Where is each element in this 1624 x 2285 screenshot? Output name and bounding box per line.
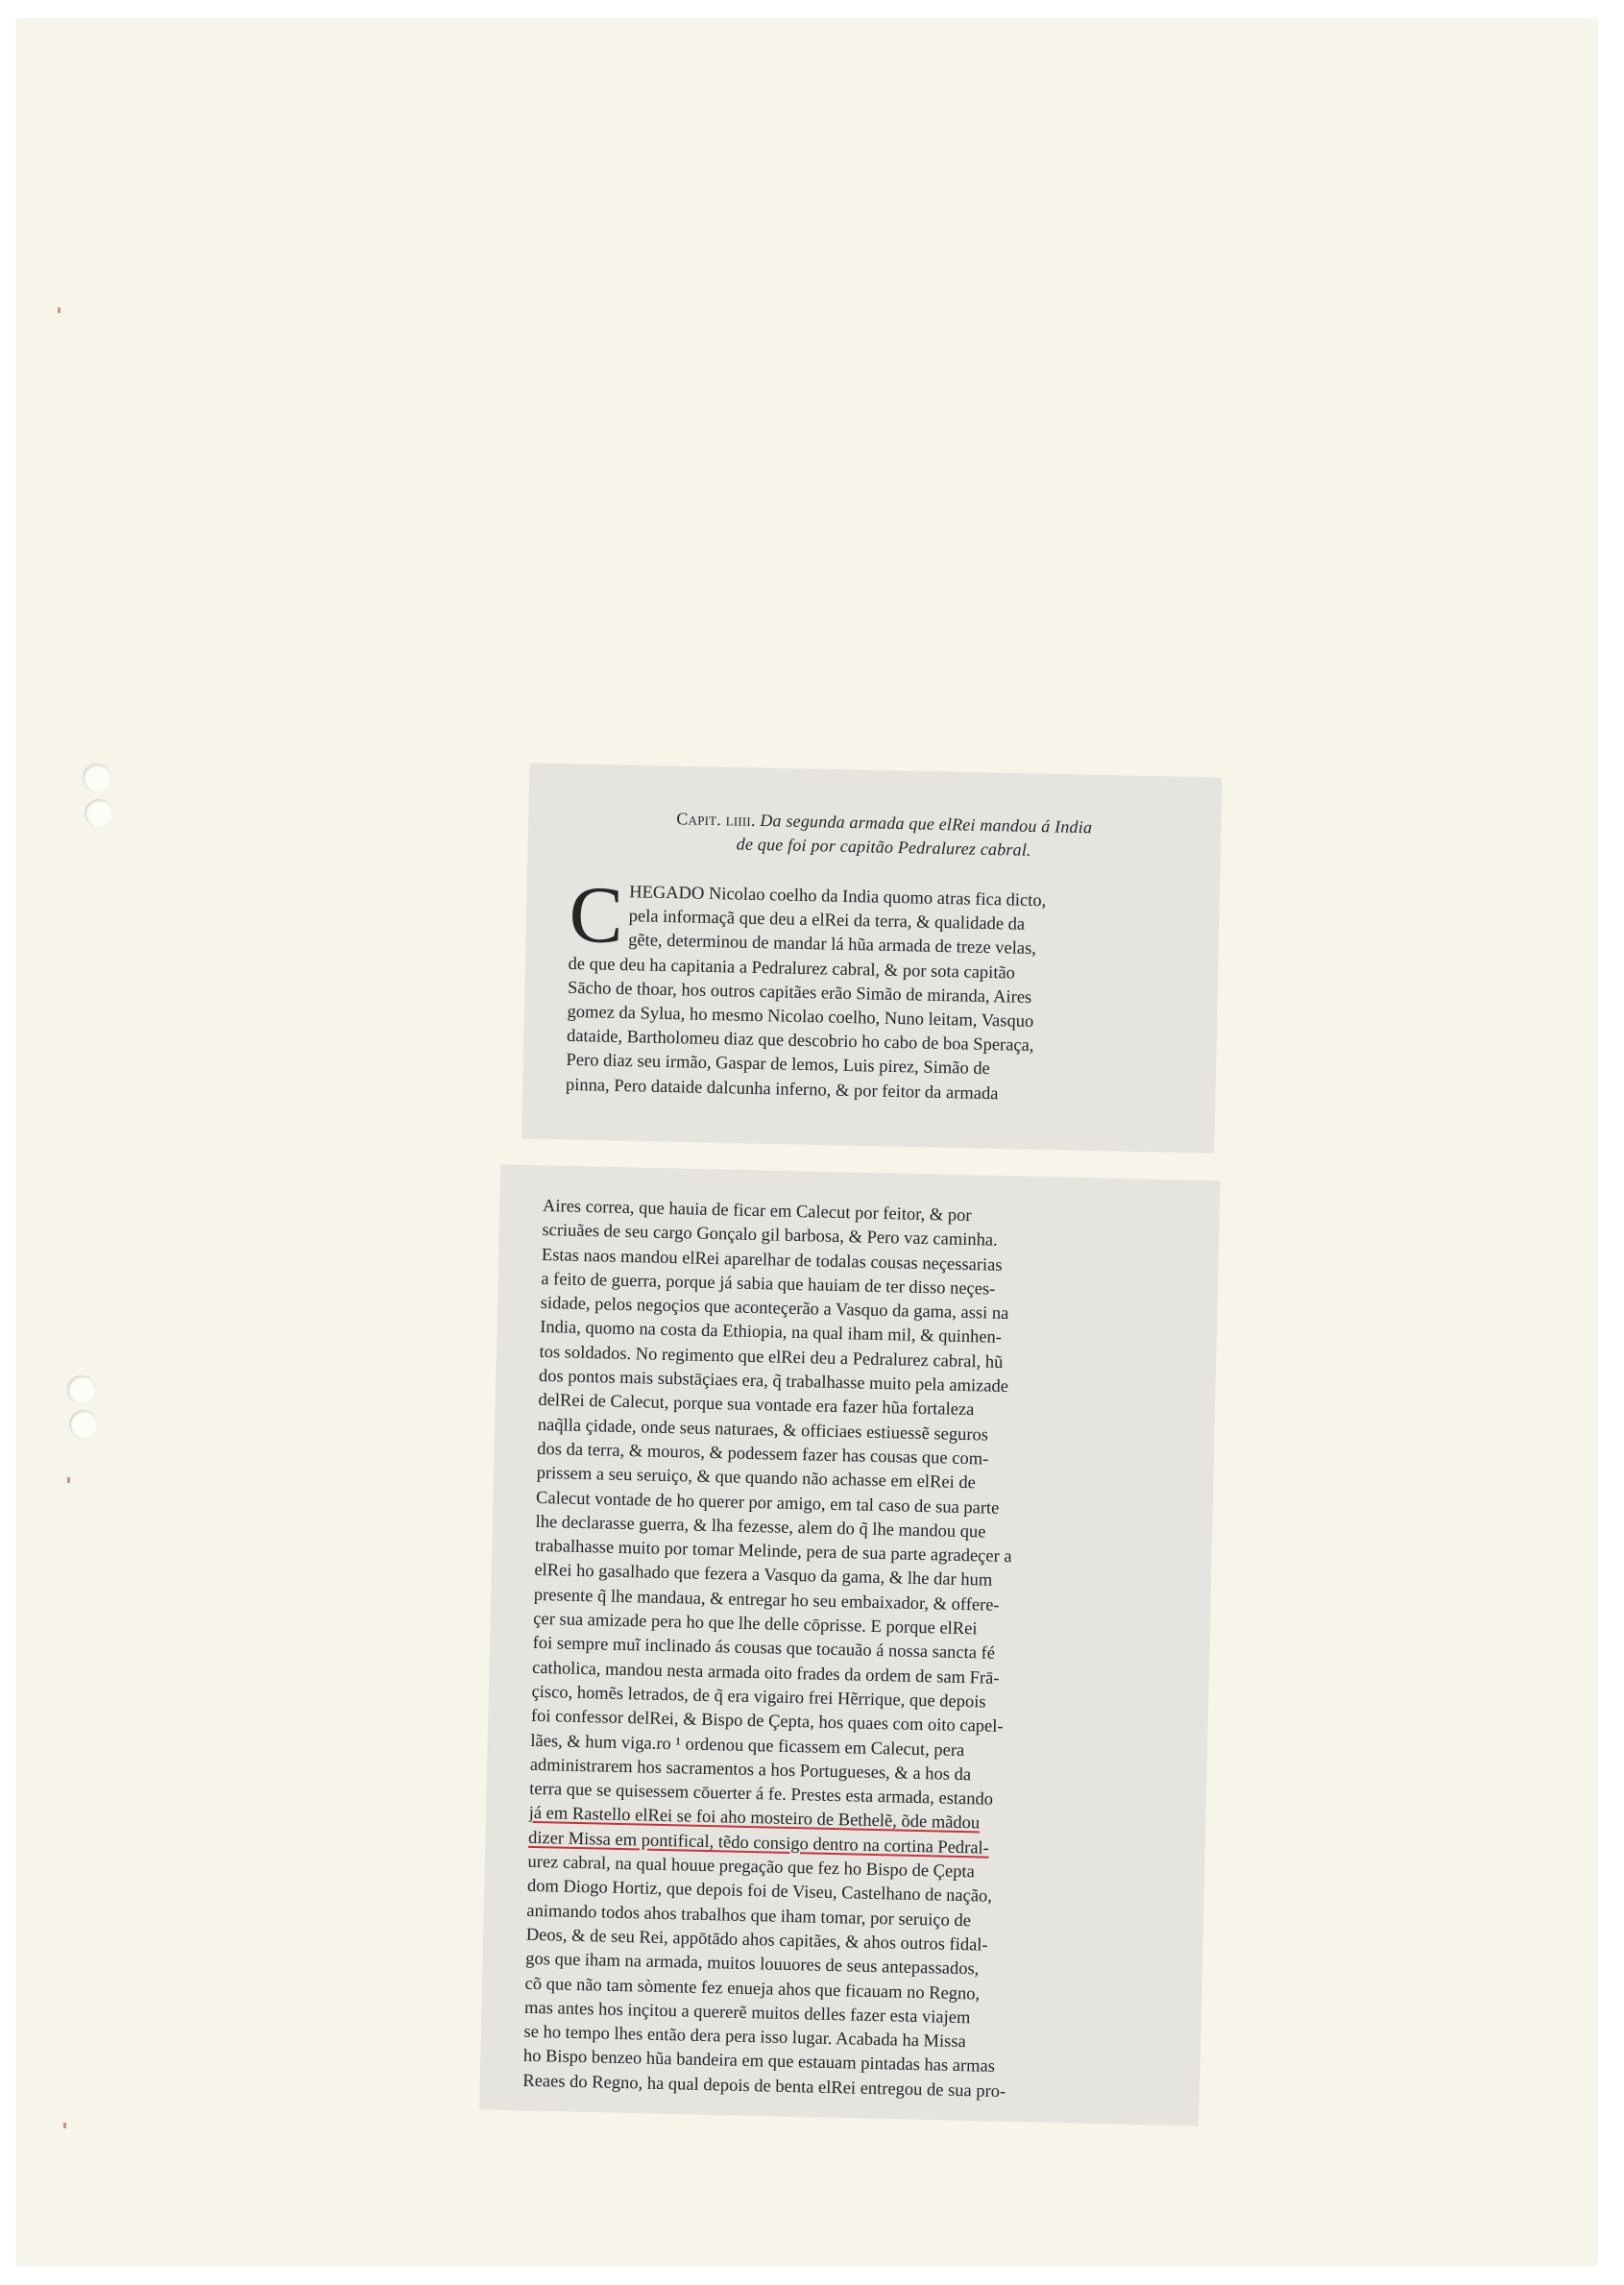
first-word-rest: HEGADO xyxy=(629,883,705,904)
underlined-text-line: dizer Missa em pontifical, tẽdo consigo dentro na cortina Pedral- xyxy=(527,1828,990,1859)
text-line: pinna, Pero dataide dalcunha inferno, & por feitor da armada xyxy=(565,1075,999,1104)
punch-hole xyxy=(67,1375,96,1404)
chapter-heading xyxy=(576,805,1192,865)
text-line: Aires correa, que hauia de ficar em Calecut por feitor, & por xyxy=(542,1196,972,1227)
chapter-title-line1: Da segunda armada que elRei mandou á India xyxy=(760,811,1093,838)
text-line: Estas naos mandou elRei aparelhar de todalas cousas neçessarias xyxy=(541,1245,1003,1276)
underlined-text-line: já em Rastello elRei se foi aho mosteiro de Bethelẽ, õde mãdou xyxy=(528,1804,981,1834)
text-line: dom Diogo Hortiz, que depois foi de Viseu, Castelhano de nação, xyxy=(526,1877,993,1908)
text-line: elRei ho gasalhado que fezera a Vasquo da gama, & lhe dar hum xyxy=(534,1561,993,1592)
text-line: tos soldados. No regimento que elRei deu a Pedralurez cabral, hũ xyxy=(539,1342,1004,1373)
punch-hole xyxy=(69,1410,98,1439)
text-line: çer sua amizade pera ho que lhe delle cōprisse. E porque elRei xyxy=(533,1609,978,1640)
text-line-content: Nicolao coelho da India quomo atras fica dicto, xyxy=(708,884,1047,912)
text-line: delRei de Calecut, porque sua vontade era fazer hũa fortaleza xyxy=(538,1391,975,1421)
paper-mark xyxy=(67,1477,70,1483)
text-line: foi sempre muĩ inclinado ás cousas que tocauão á nossa sancta fé xyxy=(532,1634,996,1665)
punch-hole xyxy=(85,799,113,828)
text-line: gẽte, determinou de mandar lá hũa armada de treze velas, xyxy=(627,931,1037,960)
text-line: pela informaçã que deu a elRei da terra, & qualidade da xyxy=(628,907,1026,936)
text-line: urez cabral, na qual houue pregação que fez ho Bispo de Çepta xyxy=(527,1852,976,1883)
text-line: mas antes hos inçitou a quererẽ muitos delles fazer esta viajem xyxy=(523,1998,971,2029)
text-line: lhe declarasse guerra, & lha fezesse, alem do q̃ lhe mandou que xyxy=(535,1512,986,1543)
text-line: animando todos ahos trabalhos que iham tomar, por seruiço de xyxy=(526,1901,972,1931)
text-line: dataide, Bartholomeu diaz que descobrio ho cabo de boa Speraça, xyxy=(566,1027,1034,1057)
text-line: trabalhasse muito por tomar Melinde, pera de sua parte agradeçer a xyxy=(534,1537,1012,1568)
text-line: naq̃lla çidade, onde seus naturaes, & officiaes estiuessẽ seguros xyxy=(537,1415,989,1446)
text-line: gos que iham na armada, muitos louuores de seus antepassados, xyxy=(525,1949,980,1980)
clipping-bottom xyxy=(480,1165,1220,2126)
text-line: administrarem hos sacramentos a hos Portugueses, & a hos da xyxy=(529,1755,972,1786)
text-line: de que deu ha capitania a Pedralurez cabral, & por sota capitão xyxy=(568,954,1016,984)
text-line: gomez da Sylua, ho mesmo Nicolao coelho, Nuno leitam, Vasquo xyxy=(567,1002,1034,1033)
text-line: sidade, pelos negoçios que aconteçerão a Vasquo da gama, assi na xyxy=(540,1294,1009,1325)
text-line: cõ que não tam sòmente fez enueja ahos que ficauam no Regno, xyxy=(524,1974,981,2005)
text-line: terra que se quisessem cōuerter á fe. Prestes esta armada, estando xyxy=(529,1779,994,1810)
chapter-continuation xyxy=(522,1195,1186,2108)
text-line: foi confessor delRei, & Bispo de Çepta, hos quaes com oito capel- xyxy=(530,1707,1004,1738)
text-line: Reaes do Regno, ha qual depois de benta elRei entregou de sua pro- xyxy=(522,2071,1006,2102)
text-line: a feito de guerra, porque já sabia que hauiam de ter disso neçes- xyxy=(541,1269,996,1300)
text-line: dos da terra, & mouros, & podessem fazer has cousas que com- xyxy=(537,1439,989,1470)
drop-cap: C xyxy=(568,869,624,961)
chapter-opening-paragraph xyxy=(565,869,1189,1110)
text-line: dos pontos mais substāçiaes era, q̃ trabalhasse muito pela amizade xyxy=(538,1367,1009,1398)
text-line: Sācho de thoar, hos outros capitães erão Simão de miranda, Aires xyxy=(567,978,1032,1008)
text-line: scriuães de seu cargo Gonçalo gil barbosa, & Pero vaz caminha. xyxy=(542,1221,998,1252)
paper-mark xyxy=(58,307,61,313)
text-line: Deos, & de seu Rei, appōtādo ahos capitães, & ahos outros fidal- xyxy=(525,1925,988,1956)
text-line: prissem a seu seruiço, & que quando não achasse em elRei de xyxy=(536,1464,977,1494)
text-line: se ho tempo lhes então dera pera isso lugar. Acabada ha Missa xyxy=(523,2022,966,2053)
text-line: lães, & hum viga.ro ¹ ordenou que ficassem em Calecut, pera xyxy=(530,1731,965,1761)
text-line: catholica, mandou nesta armada oito frades da ordem de sam Frā- xyxy=(531,1658,1000,1689)
text-line: Calecut vontade de ho querer por amigo, em tal caso de sua parte xyxy=(535,1488,1000,1519)
punch-hole xyxy=(83,764,111,792)
chapter-label: Capit. liiii. xyxy=(676,809,756,830)
text-line: Pero diaz seu irmão, Gaspar de lemos, Luis pirez, Simão de xyxy=(566,1051,990,1080)
text-line: presente q̃ lhe mandaua, & entregar ho seu embaixador, & offere- xyxy=(533,1585,1000,1616)
text-line: India, quomo na costa da Ethiopia, na qual iham mil, & quinhen- xyxy=(539,1318,1003,1349)
paper-mark xyxy=(63,2123,66,2128)
text-line: ho Bispo benzeo hũa bandeira em que estauam pintadas has armas xyxy=(522,2047,996,2078)
text-line: çisco, homẽs letrados, de q̃ era vigairo frei Hẽrrique, que depois xyxy=(531,1682,986,1713)
chapter-title-line2: de que foi por capitão Pedralurez cabral. xyxy=(736,834,1031,860)
clipping-top xyxy=(522,764,1222,1153)
